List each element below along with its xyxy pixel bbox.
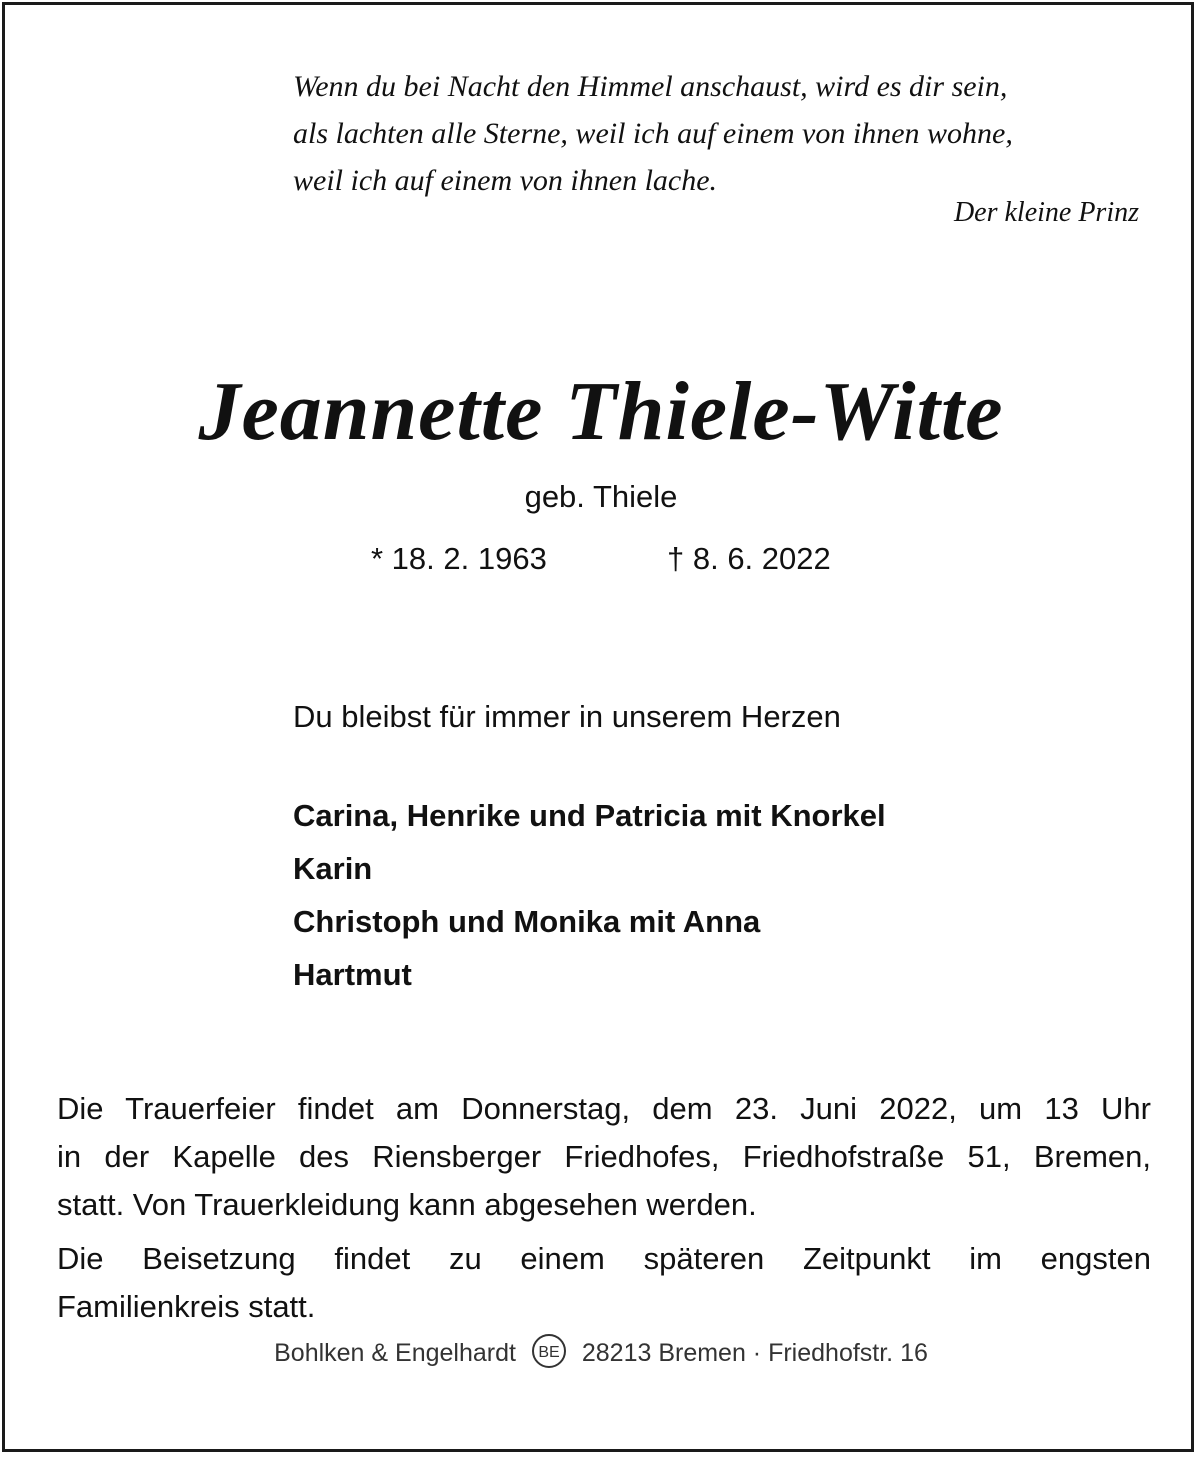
funeral-home-footer [5, 1339, 1197, 1369]
maiden-name: geb. Thiele [524, 479, 678, 514]
mourners-list [293, 789, 886, 1001]
quote-line-2: als lachten alle Sterne, weil ich auf einem von ihnen wohne, [293, 117, 1013, 150]
deceased-name: Jeannette Thiele-Witte [198, 365, 1004, 458]
service-line-1: Die Trauerfeier findet am Donnerstag, dem 23. Juni 2022, um 13 Uhr [57, 1091, 1151, 1126]
obituary-notice [2, 2, 1194, 1452]
burial-info [57, 1235, 1151, 1331]
funeral-service-info [57, 1085, 1151, 1229]
mourner-name: Carina, Henrike und Patricia mit Knorkel [293, 798, 886, 833]
funeral-home-address: 28213 Bremen · Friedhofstr. 16 [581, 1339, 928, 1367]
memorial-line: Du bleibst für immer in unserem Herzen [293, 699, 841, 734]
mourner-name: Hartmut [293, 957, 412, 992]
burial-line-1: Die Beisetzung findet zu einem späteren Zeitpunkt im engsten [57, 1241, 1151, 1276]
mourner-name: Christoph und Monika mit Anna [293, 904, 761, 939]
epigraph-quote [293, 63, 1153, 204]
funeral-home-logo-icon [531, 1333, 567, 1369]
quote-line-1: Wenn du bei Nacht den Himmel anschaust, wird es dir sein, [293, 70, 1008, 103]
funeral-home-name: Bohlken & Engelhardt [274, 1339, 516, 1367]
quote-author: Der kleine Prinz [953, 197, 1139, 228]
quote-line-3: weil ich auf einem von ihnen lache. [293, 164, 718, 197]
service-line-2: in der Kapelle des Riensberger Friedhofes, Friedhofstraße 51, Bremen, [57, 1139, 1151, 1174]
death-date: † 8. 6. 2022 [667, 541, 831, 576]
mourner-name: Karin [293, 851, 373, 886]
birth-date: * 18. 2. 1963 [371, 541, 547, 576]
service-line-3: statt. Von Trauerkleidung kann abgesehen werden. [57, 1187, 757, 1222]
burial-line-2: Familienkreis statt. [57, 1289, 316, 1324]
logo-monogram: BE [538, 1344, 560, 1362]
